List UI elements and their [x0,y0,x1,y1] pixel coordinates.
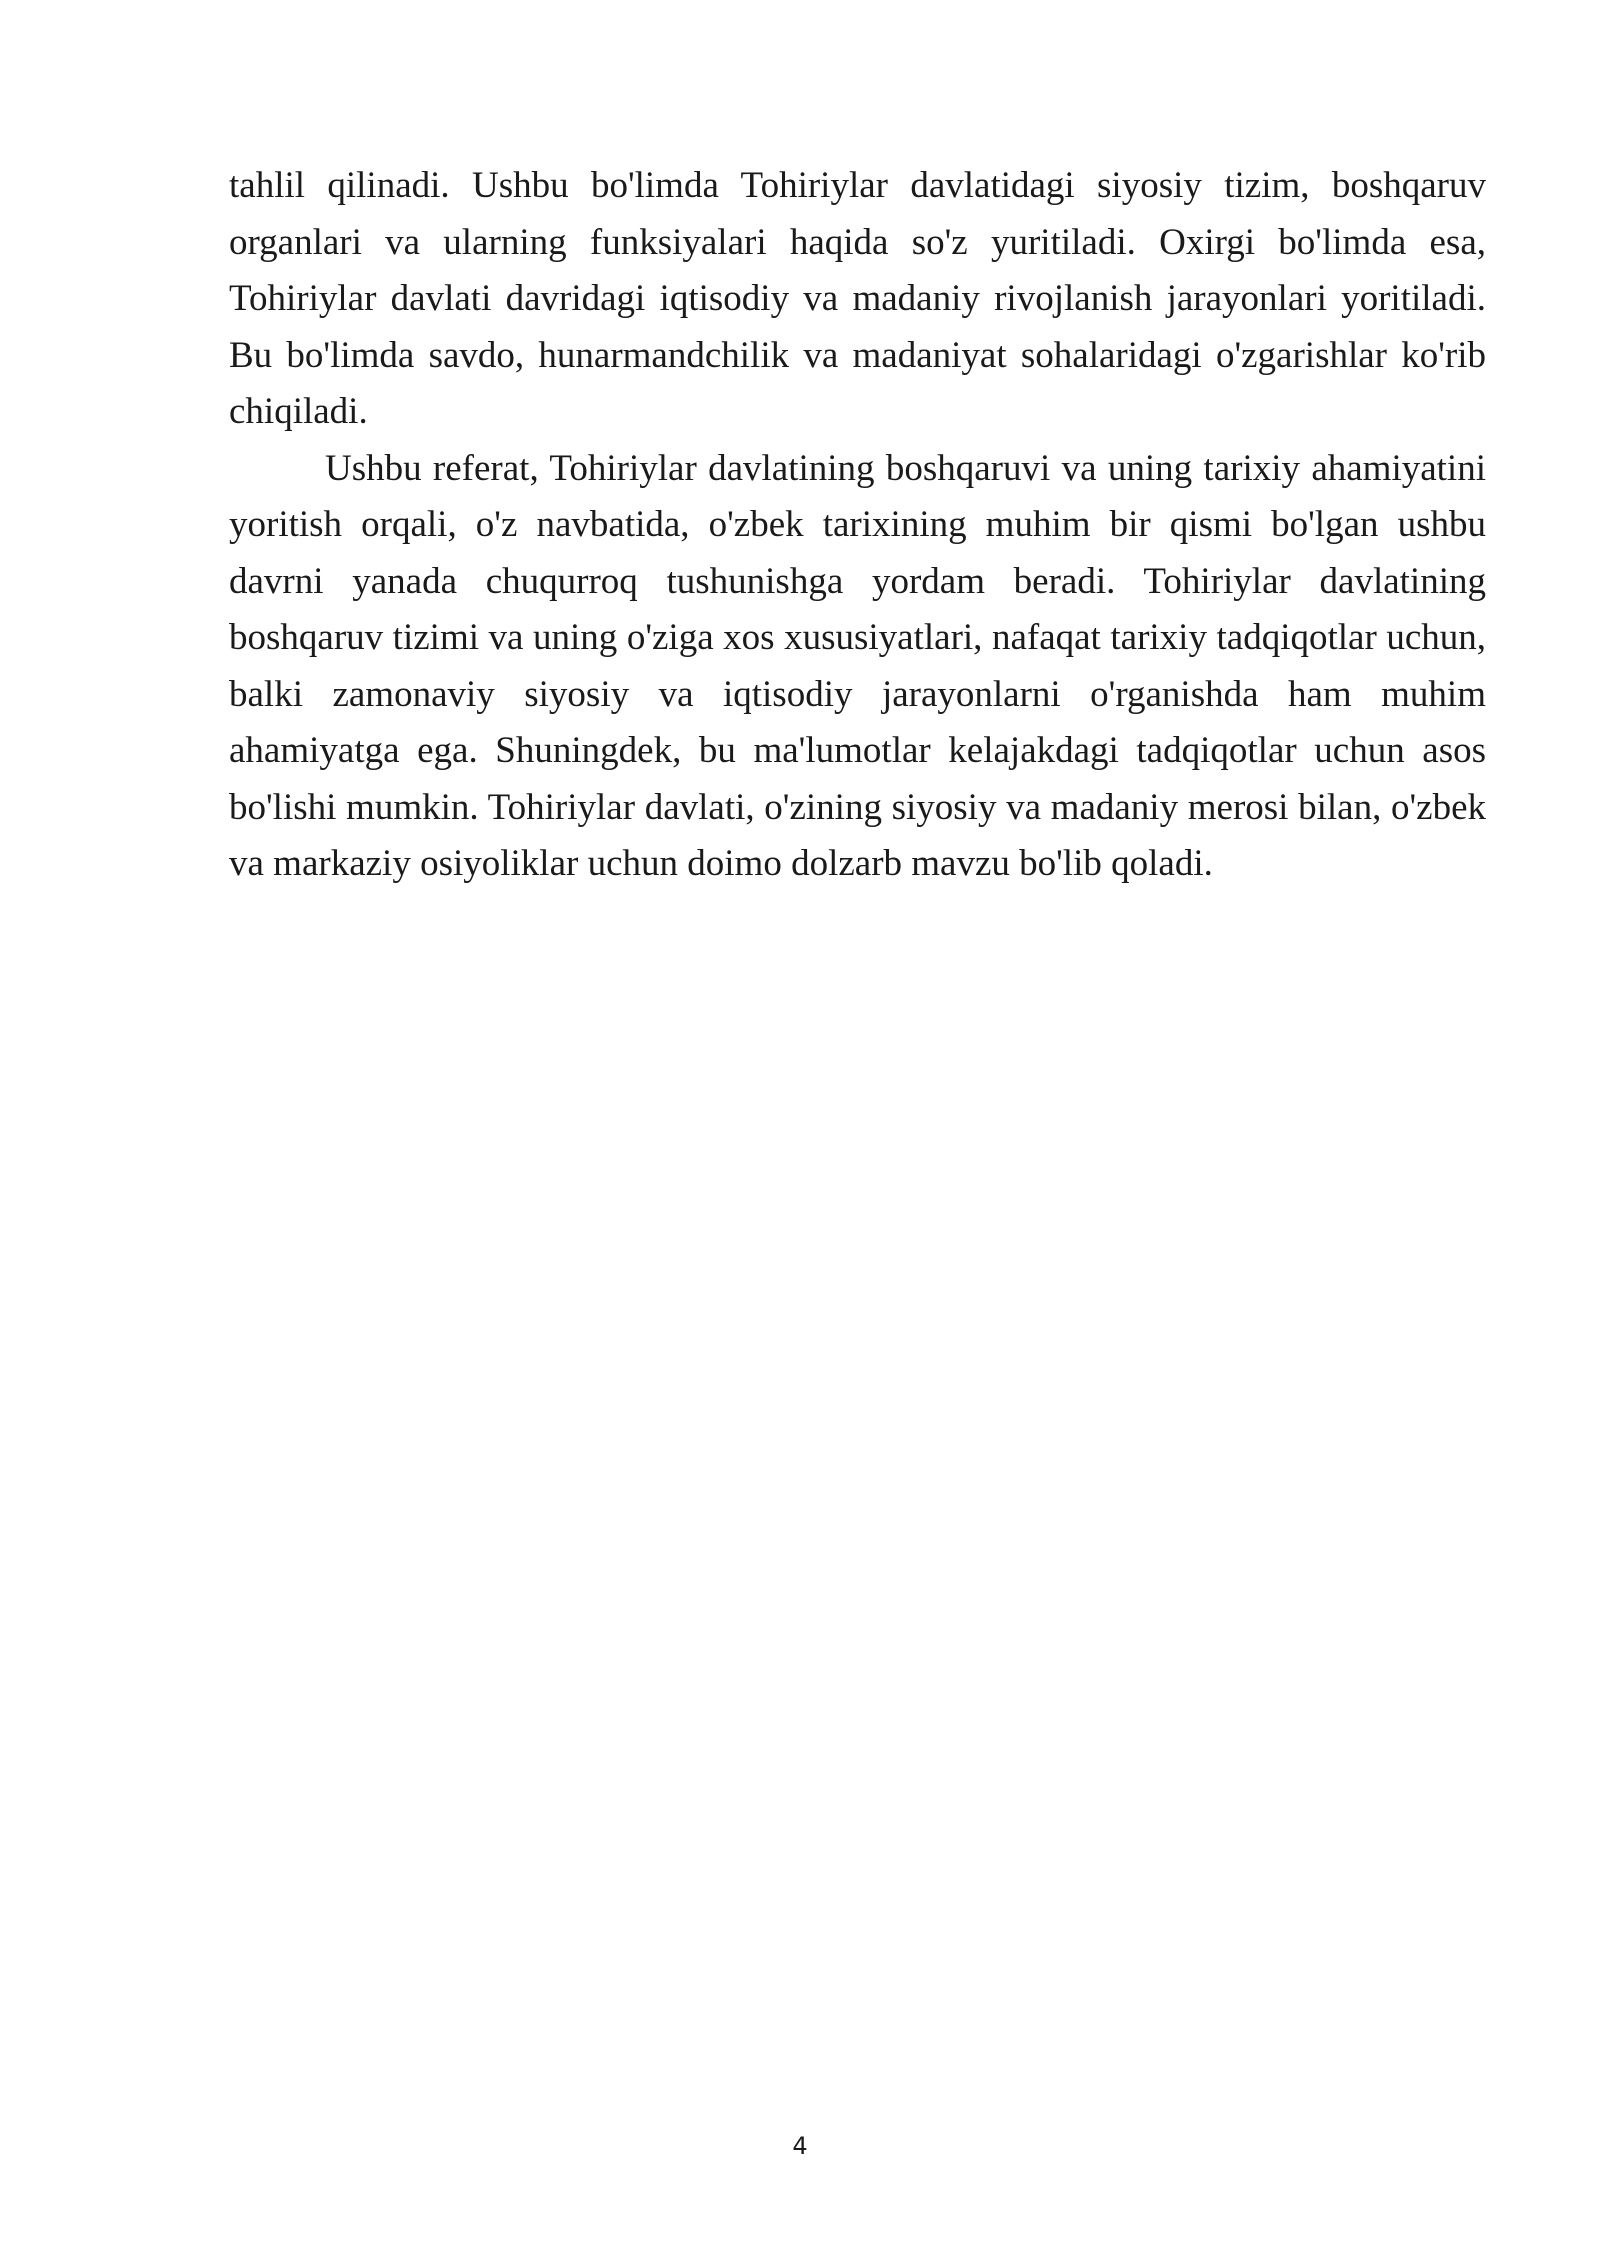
paragraph-continuation: tahlil qilinadi. Ushbu bo'limda Tohiriylar davlatidagi siyosiy tizim, boshqaruv organlari va ularning funksiyalari haqida so'z yuritiladi. Oxirgi bo'limda esa, Tohiriylar davlati davridagi iqtisodiy va madaniy rivojlanish jarayonlari yoritiladi. Bu bo'limda savdo, hunarmandchilik va madaniyat sohalaridagi o'zgarishlar ko'rib chiqiladi. [229,165,1486,432]
paragraph-conclusion: Ushbu referat, Tohiriylar davlatining boshqaruvi va uning tarixiy ahamiyatini yoritish orqali, o'z navbatida, o'zbek tarixining muhim bir qismi bo'lgan ushbu davrni yanada chuqurroq tushunishga yordam beradi. Tohiriylar davlatining boshqaruv tizimi va uning o'ziga xos xususiyatlari, nafaqat tarixiy tadqiqotlar uchun, balki zamonaviy siyosiy va iqtisodiy jarayonlarni o'rganishda ham muhim ahamiyatga ega. Shuningdek, bu ma'lumotlar kelajakdagi tadqiqotlar uchun asos bo'lishi mumkin. Tohiriylar davlati, o'zining siyosiy va madaniy merosi bilan, o'zbek va markaziy osiyoliklar uchun doimo dolzarb mavzu bo'lib qoladi. [229,447,1486,884]
page-number: 4 [792,2132,808,2160]
body-text [229,158,1486,893]
